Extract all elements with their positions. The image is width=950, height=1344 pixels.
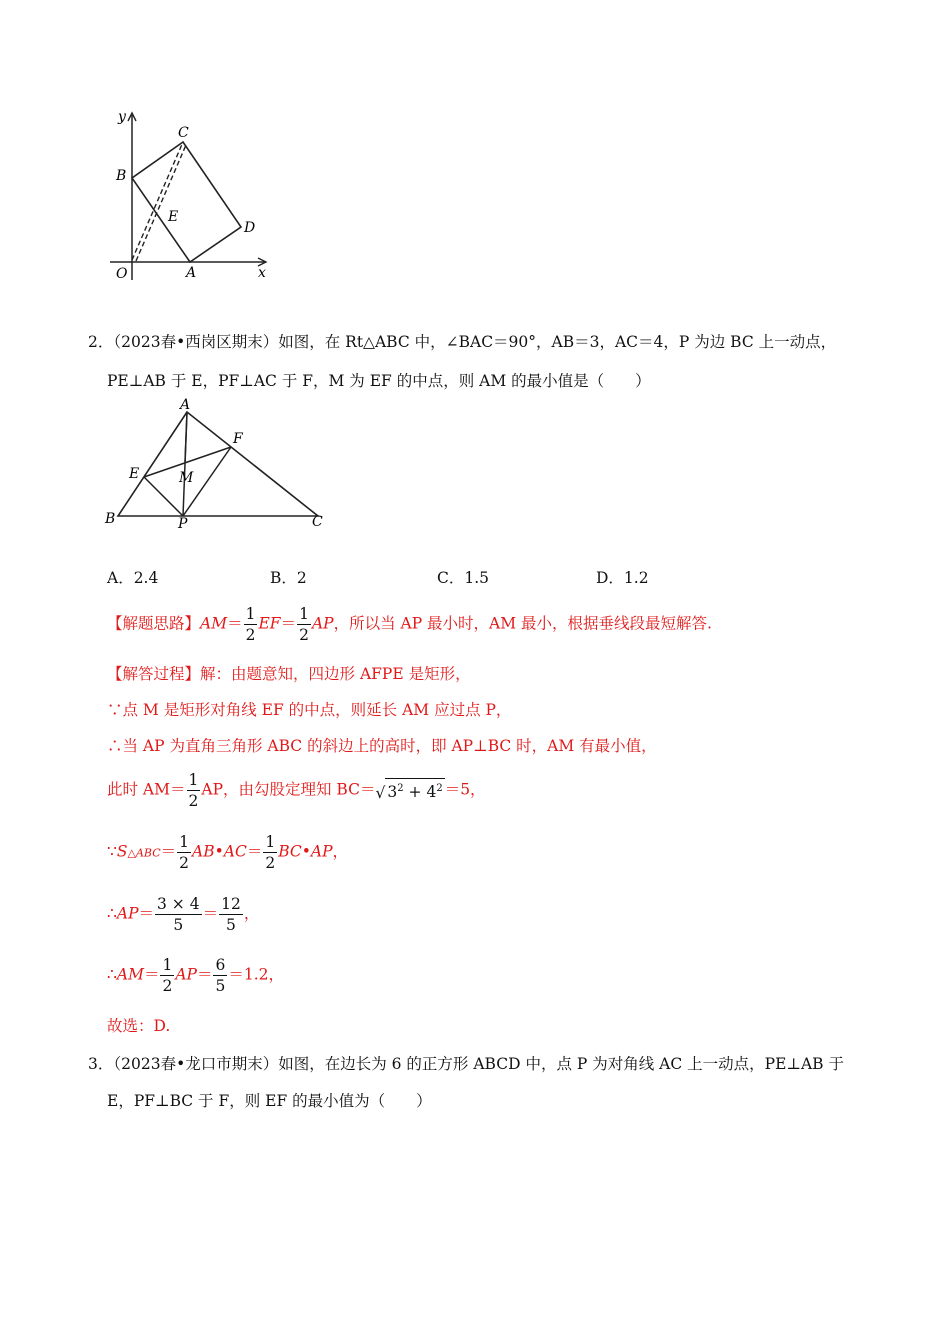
q2-text-line2: PE⊥AB 于 E，PF⊥AC 于 F，M 为 EF 的中点，则 AM 的最小值是（ ） [107, 372, 651, 390]
q3-text-line2: E，PF⊥BC 于 F，则 EF 的最小值为（ ） [107, 1092, 432, 1110]
segment-am [185, 412, 187, 462]
fig1-label-y: y [118, 109, 126, 125]
fig2-label-f: F [233, 431, 243, 447]
q2-process-line4-mid: AP，由勾股定理知 BC＝ [201, 780, 376, 799]
q2-process-line5: ∵S△ABC＝ $\frac{1}{2}$ AB•AC＝ $\frac{1}{2}$ BC•AP， [107, 833, 349, 872]
fig1-label-c: C [178, 125, 189, 141]
q2-option-a: A．2.4 [107, 569, 159, 587]
q2-number: 2． [88, 333, 114, 351]
fig2-label-b: B [105, 511, 116, 527]
q2-idea-rest: ，所以当 AP 最小时，AM 最小，根据垂线段最短解答. [333, 614, 712, 633]
q3-number: 3． [88, 1055, 114, 1073]
q3-source: （2023春•龙口市期末） [113, 1055, 279, 1073]
q2-text-line1: 如图，在 Rt△ABC 中，∠BAC＝90°，AB＝3，AC＝4，P 为边 BC 上一动点， [278, 333, 837, 351]
fig1-label-o: O [116, 266, 128, 282]
q2-process-line7: ∴AM＝ $\frac{1}{2}$ AP＝ $\frac{6}{5}$ ＝1.2， [107, 956, 285, 995]
dashed-line-oc-2 [136, 145, 186, 261]
segment-pe [144, 477, 183, 516]
fig1-label-a: A [186, 265, 197, 281]
fig1-label-b: B [116, 168, 127, 184]
q2-process-line4-prefix: 此时 AM＝ [107, 780, 186, 799]
q2-process-line1 [107, 662, 471, 684]
q2-process-line4: 此时 AM＝ $\frac{1}{2}$ AP，由勾股定理知 BC＝√ $3^2 + 4^2 =5$， [107, 771, 486, 810]
q2-idea-line: 【解题思路】AM＝ $\frac{1}{2}$ EF＝ $\frac{1}{2}$ AP，所以当 AP 最小时，AM 最小，根据垂线段最短解答. [107, 605, 712, 644]
q2-idea-tag: 【解题思路】 [107, 614, 201, 633]
q2-option-c: C．1.5 [437, 569, 490, 587]
q2-answer: 故选：D. [107, 1017, 171, 1035]
q2-process-line4-end: ＝5， [444, 780, 486, 799]
square-abcd [132, 142, 241, 262]
fig1-label-e: E [168, 209, 179, 225]
q2-process-line2: ∵点 M 是矩形对角线 EF 的中点，则延长 AM 应过点 P， [107, 701, 512, 719]
fig2-label-m: M [179, 470, 194, 486]
q3-text-line1: 如图，在边长为 6 的正方形 ABCD 中，点 P 为对角线 AC 上一动点，PE⊥AB 于 [278, 1055, 844, 1073]
triangle-abc [118, 412, 318, 516]
q2-source: （2023春•西岗区期末） [113, 333, 279, 351]
fig1-label-x: x [258, 265, 266, 281]
q3-line1 [88, 1052, 844, 1074]
q2-line1 [88, 330, 836, 352]
q2-process-tag: 【解答过程】 [107, 665, 201, 683]
q2-option-b: B．2 [270, 569, 307, 587]
figure-coordinate-diagram [100, 105, 290, 290]
q2-process-text1: 解：由题意知，四边形 AFPE 是矩形， [200, 665, 471, 683]
fig2-label-a: A [180, 397, 191, 413]
fig2-label-p: P [178, 516, 188, 532]
q2-process-line3: ∴当 AP 为直角三角形 ABC 的斜边上的高时，即 AP⊥BC 时，AM 有最小值， [107, 737, 657, 755]
figure-triangle-abc [100, 395, 335, 535]
q2-option-d: D．1.2 [596, 569, 649, 587]
q2-process-line6: ∴AP＝ $\frac{3 \times 4}{5}$ ＝ $\frac{12}{5}$ ， [107, 895, 260, 934]
fig2-label-c: C [312, 514, 323, 530]
fig1-label-d: D [244, 220, 256, 236]
fig2-label-e: E [129, 466, 140, 482]
